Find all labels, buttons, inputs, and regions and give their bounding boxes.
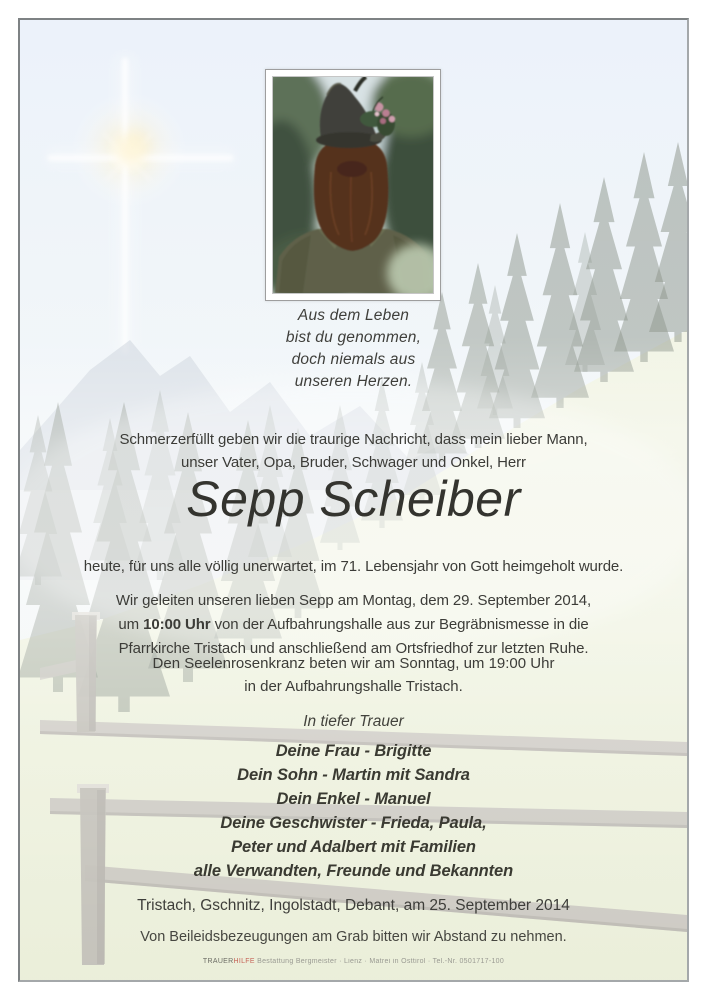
portrait-illustration (273, 77, 433, 293)
mourner-line: Deine Geschwister - Frieda, Paula, (220, 814, 487, 832)
poem-line: doch niemals aus (291, 351, 416, 368)
deceased-name: Sepp Scheiber (186, 471, 521, 527)
mourner-line: Peter und Adalbert mit Familien (231, 838, 476, 856)
mourner-line: alle Verwandten, Freunde und Bekannten (193, 862, 514, 880)
mourner-line: Dein Sohn - Martin mit Sandra (237, 766, 470, 784)
rosary-line: in der Aufbahrungshalle Tristach. (244, 678, 463, 695)
memorial-poem (20, 305, 687, 393)
poem-line: Aus dem Leben (297, 307, 410, 324)
poem-line: bist du genommen, (285, 329, 422, 346)
intro-line: unser Vater, Opa, Bruder, Schwager und Onkel, Herr (181, 454, 526, 471)
rosary-details (20, 652, 687, 698)
card-content (20, 20, 687, 980)
mourner-line: Deine Frau - Brigitte (275, 742, 432, 760)
condolence-note: Von Beileidsbezeugungen am Grab bitten wir Abstand zu nehmen. (140, 929, 567, 945)
funeral-time: 10:00 Uhr (143, 616, 211, 633)
portrait-photo (265, 69, 441, 301)
rosary-line: Den Seelenrosenkranz beten wir am Sonntag, um 19:00 Uhr (152, 655, 555, 672)
poem-line: unseren Herzen. (294, 373, 413, 390)
funeral-line: Pfarrkirche Tristach und anschließend am Ortsfriedhof zur letzten Ruhe. (118, 640, 589, 657)
funeral-line (20, 613, 687, 637)
mourner-line: Dein Enkel - Manuel (276, 790, 431, 808)
funeral-line: Wir geleiten unseren lieben Sepp am Montag, dem 29. September 2014, (115, 592, 592, 609)
funeral-home-info: Bestattung Bergmeister · Lienz · Matrei in Osttirol · Tel.-Nr. 0501717-100 (254, 958, 505, 965)
intro-line: Schmerzerfüllt geben wir die traurige Nachricht, dass mein lieber Mann, (119, 431, 588, 448)
funeral-home-footer (20, 958, 687, 965)
funeral-details (20, 589, 687, 661)
funeral-home-brand: TRAUER (202, 958, 234, 965)
portrait-photo-inner (272, 76, 434, 294)
mourning-header: In tiefer Trauer (303, 713, 404, 730)
announcement-intro (20, 428, 687, 474)
funeral-home-brand-accent: HILFE (233, 958, 255, 965)
death-line: heute, für uns alle völlig unerwartet, im 71. Lebensjahr von Gott heimgeholt wurde. (83, 558, 624, 575)
places-and-date: Tristach, Gschnitz, Ingolstadt, Debant, am 25. September 2014 (137, 897, 570, 914)
mourners-list (20, 739, 687, 883)
funeral-time-prefix: um (118, 616, 144, 633)
funeral-time-suffix: von der Aufbahrungshalle aus zur Begräbnismesse in die (210, 616, 589, 633)
card-frame (18, 18, 689, 982)
